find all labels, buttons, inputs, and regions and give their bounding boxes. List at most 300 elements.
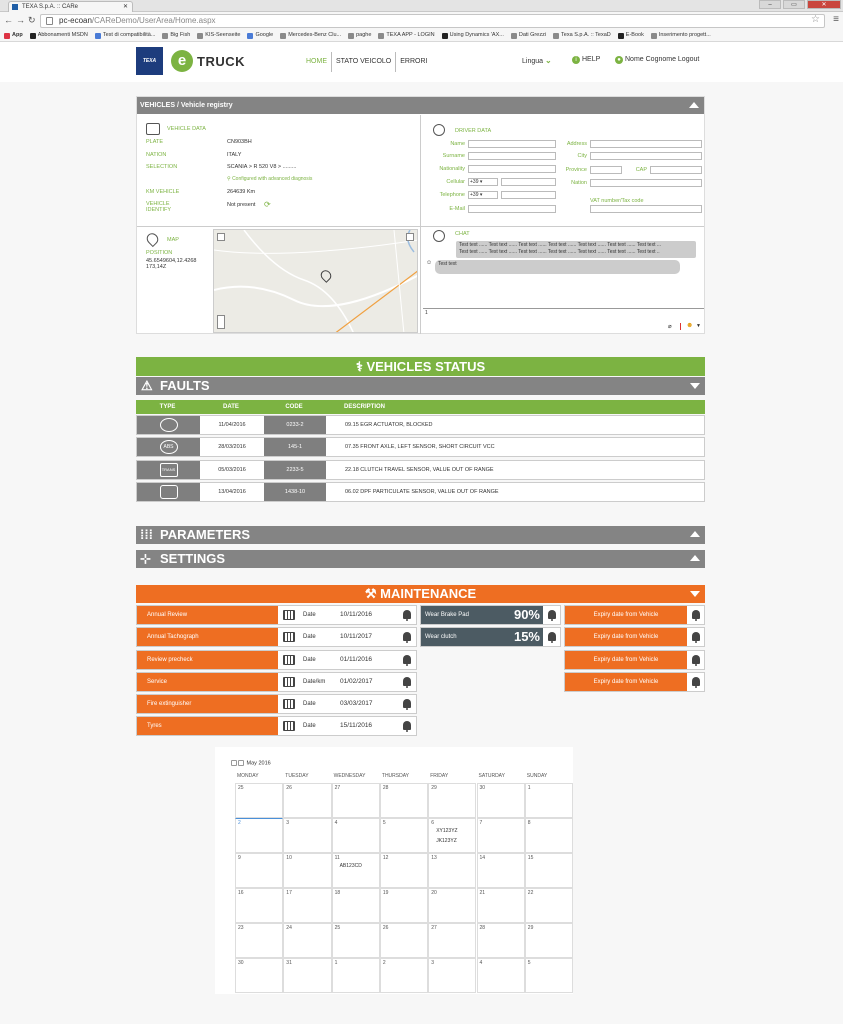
- maximize-button[interactable]: ▭: [783, 0, 805, 9]
- wear-label: Wear clutch: [425, 634, 457, 640]
- address-label: Address: [566, 141, 587, 147]
- vat-input[interactable]: [590, 205, 702, 213]
- calendar-day-cell[interactable]: [525, 818, 573, 853]
- calendar-icon[interactable]: [283, 677, 295, 687]
- calendar-day-cell[interactable]: [428, 888, 476, 923]
- calendar-day-number: 16: [238, 890, 244, 896]
- etruck-logo-text: TRUCK: [197, 54, 245, 69]
- expiry-row: [564, 650, 705, 670]
- bookmark[interactable]: E-Book: [618, 30, 644, 41]
- etruck-logo-icon: e: [171, 50, 193, 72]
- map-type-button[interactable]: [217, 233, 225, 241]
- bookmarks-bar: [0, 30, 843, 42]
- type-cell: [137, 416, 200, 434]
- chat-avatar-icon: ☺: [426, 260, 433, 266]
- calendar-day-number: 24: [286, 925, 292, 931]
- parameters-header[interactable]: [136, 526, 705, 544]
- calendar-day-cell[interactable]: [380, 958, 428, 993]
- surname-label: Surname: [442, 153, 465, 159]
- bookmark[interactable]: KIS-Seenseite: [197, 30, 240, 41]
- code-cell: 1438-10: [264, 483, 326, 501]
- address-input[interactable]: [590, 140, 702, 148]
- faults-table-header: [136, 400, 705, 414]
- help-link[interactable]: [572, 56, 600, 64]
- calendar-day-number: 2: [382, 960, 386, 966]
- maintenance-row: [136, 694, 417, 714]
- stethoscope-icon: ⚕: [355, 359, 367, 374]
- bell-icon[interactable]: [692, 677, 700, 686]
- language-label: Lingua: [522, 58, 544, 65]
- bookmark-icon: [511, 33, 517, 39]
- date-type-label: Date: [303, 701, 316, 707]
- nav-buttons: [4, 15, 39, 26]
- calendar-day-cell[interactable]: [332, 783, 380, 818]
- bookmark-icon: [197, 33, 203, 39]
- email-input[interactable]: [468, 205, 556, 213]
- cellular-label: Cellular: [446, 179, 465, 185]
- calendar-icon[interactable]: [283, 610, 295, 620]
- emoji-icon[interactable]: ☻: [686, 322, 694, 329]
- plate-value: CN903BH: [227, 139, 252, 145]
- calendar-day-number: 23: [238, 925, 244, 931]
- settings-sliders-icon: ⊹: [140, 551, 151, 566]
- date-input[interactable]: 03/03/2017: [337, 699, 397, 709]
- calendar-day-number: 21: [479, 890, 486, 896]
- bookmark-icon: [651, 33, 657, 39]
- province-label: Province: [565, 167, 587, 173]
- calendar-day-number: 29: [431, 785, 437, 791]
- calendar-day-number: 20: [431, 890, 437, 896]
- bookmark[interactable]: Test di compatibilità...: [95, 30, 156, 41]
- calendar-day-cell[interactable]: [283, 923, 331, 958]
- date-cell: 05/03/2016: [218, 467, 246, 473]
- dpf-icon: [160, 485, 178, 499]
- calendar-day-cell[interactable]: [477, 783, 525, 818]
- calendar-day-cell[interactable]: [380, 783, 428, 818]
- calendar-day-number: 6: [431, 820, 434, 826]
- table-row[interactable]: [136, 415, 705, 435]
- url-path: /CAReDemo/UserArea/Home.aspx: [91, 16, 216, 25]
- code-cell: 2233-5: [264, 461, 326, 479]
- close-tab-icon[interactable]: ✕: [122, 4, 128, 10]
- maintenance-row: [136, 627, 417, 647]
- calendar-day-cell[interactable]: [477, 818, 525, 853]
- calendar-day-number: 14: [479, 855, 486, 861]
- calendar-day-number: 3: [431, 960, 434, 966]
- date-type-label: Date: [303, 657, 316, 663]
- bell-icon[interactable]: [403, 721, 411, 730]
- divider: [137, 226, 704, 227]
- type-cell: [137, 438, 200, 456]
- identify-label: VEHICLE IDENTIFY: [146, 201, 172, 213]
- col-date: DATE: [223, 404, 239, 410]
- back-icon[interactable]: ←: [4, 15, 16, 25]
- favicon-icon: [12, 4, 18, 10]
- forward-icon[interactable]: →: [16, 15, 28, 25]
- warning-icon: ⚠: [141, 378, 153, 393]
- app-header: [0, 42, 843, 82]
- calendar-day-cell[interactable]: [477, 888, 525, 923]
- calendar-day-number: 15: [527, 855, 534, 861]
- name-input[interactable]: [468, 140, 556, 148]
- tab-title: TEXA S.p.A. :: CARe: [22, 4, 79, 10]
- info-icon: i: [572, 56, 580, 64]
- calendar-icon[interactable]: [283, 655, 295, 665]
- chat-input-divider: [423, 308, 704, 309]
- calendar-day-cell[interactable]: [235, 783, 283, 818]
- calendar-day-cell[interactable]: [525, 923, 573, 958]
- table-row[interactable]: [136, 437, 705, 457]
- calendar-day-cell[interactable]: [428, 818, 476, 853]
- calendar-day-cell[interactable]: [332, 888, 380, 923]
- province-input[interactable]: [590, 166, 622, 174]
- map-pin-icon: [144, 231, 160, 247]
- wear-panel: [421, 628, 543, 646]
- date-cell: 28/03/2016: [218, 444, 246, 450]
- expand-icon[interactable]: [690, 591, 700, 597]
- calendar-day-cell[interactable]: [283, 958, 331, 993]
- calendar-day-cell[interactable]: [332, 923, 380, 958]
- calendar-day-header: MONDAY: [237, 773, 259, 779]
- nation-driver-label: Nation: [571, 180, 587, 186]
- settings-title: SETTINGS: [160, 551, 226, 566]
- calendar-day-cell[interactable]: [332, 853, 380, 888]
- calendar-day-number: 26: [382, 925, 389, 931]
- collapse-icon[interactable]: [690, 555, 700, 561]
- nationality-input[interactable]: [468, 165, 556, 173]
- browser-tab-strip: [0, 0, 843, 12]
- cap-input[interactable]: [650, 166, 702, 174]
- vehicle-registry-header[interactable]: [137, 97, 704, 114]
- parameters-title: PARAMETERS: [160, 527, 251, 542]
- bookmark-star-icon[interactable]: ☆: [811, 14, 820, 25]
- calendar-day-number: 2: [238, 820, 241, 826]
- date-type-label: Date: [303, 634, 316, 640]
- bookmark-icon: [247, 33, 253, 39]
- calendar-day-cell[interactable]: [428, 923, 476, 958]
- expiry-row: [564, 672, 705, 692]
- plate-label: PLATE: [146, 139, 164, 145]
- vehicle-data-title: VEHICLE DATA: [167, 126, 206, 132]
- nav-stato-veicolo[interactable]: STATO VEICOLO: [332, 52, 396, 72]
- calendar-day-cell[interactable]: [332, 818, 380, 853]
- table-row[interactable]: [136, 460, 705, 480]
- calendar-day-number: 13: [431, 855, 437, 861]
- date-input[interactable]: 10/11/2016: [337, 610, 397, 620]
- calendar-day-cell[interactable]: [235, 888, 283, 923]
- settings-header[interactable]: [136, 550, 705, 568]
- calendar-day-number: 4: [334, 820, 338, 826]
- name-label: Name: [450, 141, 465, 147]
- calendar-day-number: 25: [238, 785, 244, 791]
- calendar-day-number: 26: [286, 785, 292, 791]
- date-input[interactable]: 10/11/2017: [337, 632, 397, 642]
- address-toolbar: [0, 12, 843, 30]
- cap-label: CAP: [635, 167, 647, 173]
- collapse-icon[interactable]: [689, 102, 699, 108]
- faults-header[interactable]: [136, 377, 705, 395]
- expiry-label: Expiry date from Vehicle: [565, 651, 687, 669]
- cellular-input[interactable]: [501, 178, 556, 186]
- telephone-input[interactable]: [501, 191, 556, 199]
- calendar-day-cell[interactable]: [380, 818, 428, 853]
- calendar-day-number: 7: [479, 820, 483, 826]
- calendar-day-cell[interactable]: [332, 958, 380, 993]
- calendar-day-number: 11: [334, 855, 340, 861]
- calendar-day-number: 27: [334, 785, 341, 791]
- calendar-day-number: 22: [527, 890, 534, 896]
- maintenance-label: Service: [137, 673, 278, 691]
- calendar-day-number: 30: [479, 785, 486, 791]
- bookmark[interactable]: paghe: [348, 30, 371, 41]
- description-cell: 22.18 CLUTCH TRAVEL SENSOR, VALUE OUT OF RANGE: [345, 467, 494, 473]
- bookmark[interactable]: Texa S.p.A. :: TexaD: [553, 30, 611, 41]
- user-icon: ●: [615, 56, 623, 64]
- position-label: POSITION: [146, 250, 173, 256]
- calendar-day-number: 18: [334, 890, 341, 896]
- expiry-row: [564, 627, 705, 647]
- bell-icon[interactable]: [692, 610, 700, 619]
- vehicles-status-header: [136, 357, 705, 376]
- calendar-day-number: 9: [238, 855, 241, 861]
- calendar-day-number: 31: [286, 960, 292, 966]
- calendar-day-number: 1: [527, 785, 531, 791]
- url-input[interactable]: [40, 14, 825, 28]
- calendar-day-cell[interactable]: [428, 783, 476, 818]
- calendar-day-cell[interactable]: [235, 818, 283, 853]
- calendar-day-cell[interactable]: [283, 888, 331, 923]
- calendar-day-cell[interactable]: [525, 783, 573, 818]
- bell-icon[interactable]: [692, 632, 700, 641]
- nav-errori[interactable]: ERRORI: [400, 58, 428, 65]
- bell-icon[interactable]: [403, 677, 411, 686]
- type-cell: [137, 461, 200, 479]
- date-cell: 11/04/2016: [218, 422, 246, 428]
- next-month-icon[interactable]: [238, 760, 244, 766]
- vehicles-status-title: VEHICLES STATUS: [366, 359, 486, 374]
- calendar-day-cell[interactable]: [283, 818, 331, 853]
- calendar-day-number: 12: [382, 855, 389, 861]
- bookmark[interactable]: TEXA APP - LOGIN: [378, 30, 434, 41]
- user-label: Nome Cognome Logout: [625, 56, 700, 63]
- surname-input[interactable]: [468, 152, 556, 160]
- date-input[interactable]: 01/11/2016: [337, 655, 397, 665]
- maintenance-header[interactable]: [136, 585, 705, 603]
- nation-label: NATION: [146, 152, 167, 158]
- attach-icon[interactable]: ⌀: [668, 324, 672, 330]
- bell-icon[interactable]: [403, 655, 411, 664]
- calendar-day-number: 4: [479, 960, 483, 966]
- browser-menu-icon[interactable]: ≡: [833, 14, 839, 25]
- description-cell: 06.02 DPF PARTICULATE SENSOR, VALUE OUT OF RANGE: [345, 489, 499, 495]
- diagnosis-note: ⚲ Configured with advanced diagnosis: [227, 176, 313, 182]
- date-cell: 13/04/2016: [218, 489, 246, 495]
- bookmark-icon: [280, 33, 286, 39]
- calendar-day-cell[interactable]: [525, 888, 573, 923]
- collapse-icon[interactable]: [690, 531, 700, 537]
- wear-row: [420, 605, 561, 625]
- calendar-day-cell[interactable]: [235, 923, 283, 958]
- calendar-day-number: 28: [479, 925, 486, 931]
- date-type-label: Date: [303, 612, 316, 618]
- city-input[interactable]: [590, 152, 702, 160]
- bookmark-icon: [553, 33, 559, 39]
- wear-value: 90%: [513, 607, 540, 622]
- chat-title: CHAT: [455, 231, 470, 237]
- fullscreen-button[interactable]: [406, 233, 414, 241]
- maintenance-label: Review precheck: [137, 651, 278, 669]
- date-input[interactable]: 01/02/2017: [337, 677, 397, 687]
- chat-message-sent: Test text: [435, 260, 680, 274]
- nationality-label: Nationality: [439, 166, 465, 172]
- grid-icon: ⁞⁞⁞: [140, 527, 153, 542]
- bookmark[interactable]: Google: [247, 30, 273, 41]
- reload-icon[interactable]: ↻: [28, 15, 39, 25]
- calendar-day-cell[interactable]: [283, 853, 331, 888]
- calendar-day-number: 5: [382, 820, 386, 826]
- divider: [420, 115, 421, 334]
- bookmark[interactable]: Mercedes-Benz Clu...: [280, 30, 341, 41]
- bookmark[interactable]: Abbonamenti MSDN: [30, 30, 88, 41]
- city-label: City: [577, 153, 587, 159]
- calendar-day-cell[interactable]: [477, 853, 525, 888]
- page-info-icon[interactable]: [46, 17, 53, 25]
- date-type-label: Date/km: [303, 679, 326, 685]
- calendar-event[interactable]: AB123CD: [339, 863, 362, 869]
- calendar-day-number: 17: [286, 890, 292, 896]
- calendar: [215, 747, 573, 994]
- apps-icon: [4, 33, 10, 39]
- telephone-prefix-select[interactable]: +39 ▾: [468, 191, 498, 199]
- calendar-icon[interactable]: [283, 721, 295, 731]
- chat-input[interactable]: 1: [425, 310, 428, 316]
- bookmark[interactable]: Inserimento progett...: [651, 30, 711, 41]
- chat-message-received: Test text ...... Test text ...... Test text ...... Test text ...... Test text ...... Test text ...... Test text ... Test text ...... Test text ...... Test text ...... Test text ...... Test text ...... Test text ...... Test text ..: [456, 241, 696, 258]
- cellular-prefix-select[interactable]: +39 ▾: [468, 178, 498, 186]
- bookmark-icon: [442, 33, 448, 39]
- bookmark[interactable]: Dati Grezzi: [511, 30, 546, 41]
- panel-title: VEHICLES / Vehicle registry: [140, 102, 233, 109]
- calendar-day-cell[interactable]: [428, 853, 476, 888]
- bookmark-icon: [162, 33, 168, 39]
- calendar-day-cell[interactable]: [235, 958, 283, 993]
- calendar-day-cell[interactable]: [283, 783, 331, 818]
- expiry-row: [564, 605, 705, 625]
- nation-driver-input[interactable]: [590, 179, 702, 187]
- description-cell: 09.15 EGR ACTUATOR, BLOCKED: [345, 422, 433, 428]
- trans-icon: TRANS: [160, 463, 178, 477]
- email-label: E-Mail: [449, 206, 465, 212]
- window-controls: [753, 0, 841, 10]
- map-view[interactable]: [213, 229, 418, 333]
- calendar-day-cell[interactable]: [380, 923, 428, 958]
- bell-icon[interactable]: [403, 632, 411, 641]
- calendar-day-number: 5: [527, 960, 531, 966]
- col-code: CODE: [285, 404, 303, 410]
- expiry-label: Expiry date from Vehicle: [565, 606, 687, 624]
- browser-tab[interactable]: [8, 1, 133, 12]
- date-input[interactable]: 15/11/2016: [337, 721, 397, 731]
- table-row[interactable]: [136, 482, 705, 502]
- help-label: HELP: [582, 56, 601, 63]
- texa-logo[interactable]: TEXA: [136, 47, 163, 75]
- bookmark-icon: [378, 33, 384, 39]
- selection-value: SCANIA > R 520 V8 > .........: [227, 164, 297, 170]
- map-canvas: [214, 230, 418, 333]
- url-host: pc-ecoan: [59, 16, 92, 25]
- maintenance-label: Tyres: [137, 717, 278, 735]
- bell-icon[interactable]: [403, 610, 411, 619]
- calendar-day-number: 3: [286, 820, 290, 826]
- bell-icon[interactable]: [548, 610, 556, 619]
- selection-label: SELECTION: [146, 164, 178, 170]
- maintenance-label: Annual Review: [137, 606, 278, 624]
- calendar-day-header: THURSDAY: [381, 773, 410, 779]
- calendar-day-number: 28: [382, 785, 389, 791]
- calendar-event[interactable]: XY123YZ: [436, 828, 458, 834]
- vehicle-registry-panel: [136, 96, 705, 334]
- bell-icon[interactable]: [692, 655, 700, 664]
- zoom-control[interactable]: [217, 315, 225, 329]
- bookmark[interactable]: App: [4, 30, 23, 41]
- calendar-day-cell[interactable]: [525, 958, 573, 993]
- link-icon: ⚲: [227, 176, 233, 182]
- bookmark-icon: [30, 33, 36, 39]
- calendar-day-cell[interactable]: [477, 958, 525, 993]
- calendar-day-cell[interactable]: [525, 853, 573, 888]
- maintenance-row: [136, 672, 417, 692]
- calendar-day-cell[interactable]: [380, 853, 428, 888]
- calendar-day-number: 19: [382, 890, 389, 896]
- calendar-day-header: SUNDAY: [526, 773, 548, 779]
- calendar-icon[interactable]: [283, 632, 295, 642]
- user-logout[interactable]: [615, 56, 699, 64]
- calendar-day-cell[interactable]: [235, 853, 283, 888]
- maintenance-label: Fire extinguisher: [137, 695, 278, 713]
- bell-icon[interactable]: [548, 632, 556, 641]
- calendar-day-cell[interactable]: [380, 888, 428, 923]
- bookmark[interactable]: Using Dynamics 'AX...: [442, 30, 504, 41]
- calendar-day-cell[interactable]: [428, 958, 476, 993]
- tools-icon: ⚒: [364, 586, 381, 601]
- language-dropdown[interactable]: [522, 56, 552, 65]
- wear-label: Wear Brake Pad: [425, 612, 469, 618]
- calendar-day-header: TUESDAY: [285, 773, 309, 779]
- code-cell: 145-1: [264, 438, 326, 456]
- bell-icon[interactable]: [403, 699, 411, 708]
- chevron-down-icon[interactable]: ▼: [696, 323, 701, 329]
- calendar-icon[interactable]: [283, 699, 295, 709]
- close-window-button[interactable]: ✕: [807, 0, 841, 9]
- refresh-icon[interactable]: ⟳: [264, 200, 271, 209]
- bookmark-icon: [348, 33, 354, 39]
- expiry-label: Expiry date from Vehicle: [565, 673, 687, 691]
- map-title: MAP: [167, 237, 179, 243]
- bookmark[interactable]: Big Fish: [162, 30, 190, 41]
- calendar-event[interactable]: JK123YZ: [436, 838, 457, 844]
- calendar-day-cell[interactable]: [477, 923, 525, 958]
- nav-home[interactable]: HOME: [302, 52, 332, 72]
- minimize-button[interactable]: –: [759, 0, 781, 9]
- date-type-label: Date: [303, 723, 316, 729]
- prev-month-icon[interactable]: [231, 760, 237, 766]
- expand-icon[interactable]: [690, 383, 700, 389]
- driver-icon: [433, 124, 445, 136]
- km-label: KM VEHICLE: [146, 189, 180, 195]
- calendar-day-number: 30: [238, 960, 244, 966]
- wear-value: 15%: [513, 629, 540, 644]
- calendar-day-number: 29: [527, 925, 534, 931]
